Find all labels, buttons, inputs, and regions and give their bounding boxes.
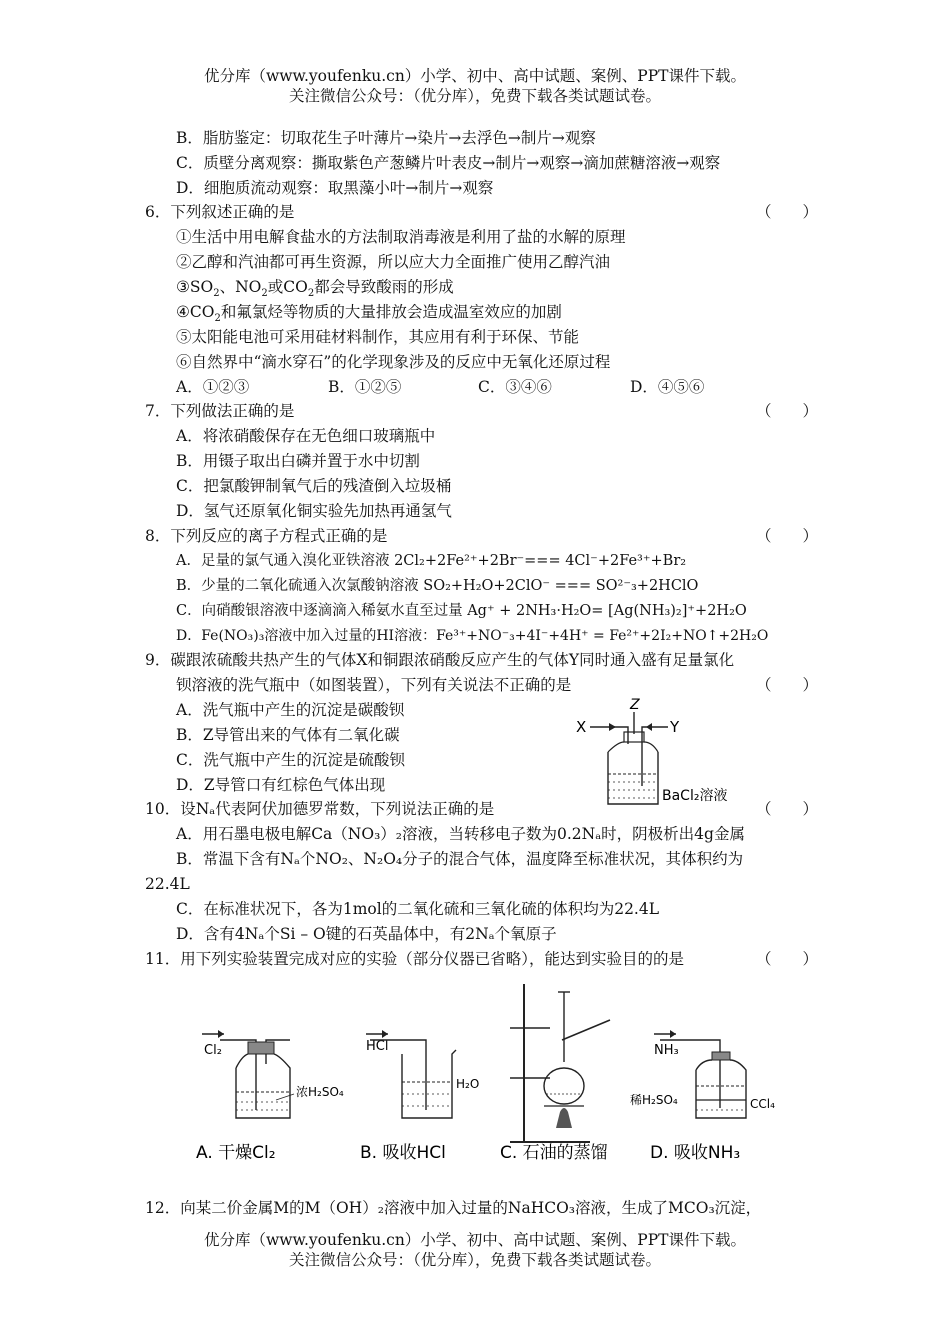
q7-option-d: D．氢气还原氧化铜实验先加热再通氢气 (176, 502, 452, 520)
q9-fig-label-x: X (576, 718, 587, 736)
q11-fig-a-gas: Cl₂ (204, 1043, 222, 1058)
footer-line-2: 关注微信公众号：（优分库），免费下载各类试题试卷。 (288, 1251, 661, 1269)
q11-fig-b-beaker (360, 1030, 479, 1163)
q7-answer-paren: （ ） (756, 402, 819, 420)
q11-fig-a-reagent: 浓H₂SO₄ (296, 1085, 344, 1099)
q6-statement-4: $④CO_2$和氟氯烃等物质的大量排放会造成温室效应的加剧 (176, 303, 562, 325)
q8-option-d: D．Fe(NO₃)₃溶液中加入过量的HI溶液：Fe³⁺+NO⁻₃+4I⁻+4H⁺ = Fe²⁺+2I₂+NO↑+2H₂O (176, 628, 769, 644)
q11-fig-d-reagent-2: CCl₄ (750, 1097, 775, 1111)
q8-answer-paren: （ ） (756, 527, 819, 545)
q11-fig-b-reagent: H₂O (456, 1077, 480, 1091)
q9-gas-washing-bottle-figure (572, 694, 732, 812)
q7-option-a: A．将浓硝酸保存在无色细口玻璃瓶中 (176, 427, 436, 445)
q9-option-a: A．洗气瓶中产生的沉淀是碳酸钡 (176, 701, 405, 719)
q9-fig-solution-label: BaCl₂溶液 (662, 788, 728, 804)
q9-stem-line-1: 9．碳跟浓硫酸共热产生的气体X和铜跟浓硝酸反应产生的气体Y同时通入盛有足量氯化 (145, 651, 735, 669)
q6-option-d: D．④⑤⑥ (630, 378, 705, 396)
q10-answer-paren: （ ） (756, 800, 819, 818)
q11-stem: 11．用下列实验装置完成对应的实验（部分仪器已省略），能达到实验目的的是 (145, 950, 684, 968)
q10-option-a: A．用石墨电极电解Ca（NO₃）₂溶液，当转移电子数为0.2Nₐ时，阴极析出4g金属 (176, 825, 745, 843)
q6-statement-6: ⑥自然界中“滴水穿石”的化学现象涉及的反应中无氧化还原过程 (176, 353, 611, 371)
q11-apparatus-figure (190, 982, 790, 1172)
q10-stem: 10．设Nₐ代表阿伏加德罗常数，下列说法正确的是 (145, 800, 495, 818)
q10-option-b-line-1: B．常温下含有Nₐ个NO₂、N₂O₄分子的混合气体，温度降至标准状况，其体积约为 (176, 850, 744, 868)
q9-option-d: D．Z导管口有红棕色气体出现 (176, 776, 386, 794)
q7-stem: 7．下列做法正确的是 (145, 402, 295, 420)
q10-option-b-line-2: 22.4L (145, 875, 190, 893)
q5-option-b: B．脂肪鉴定：切取花生子叶薄片→染片→去浮色→制片→观察 (176, 129, 596, 147)
q6-answer-paren: （ ） (756, 203, 819, 221)
q6-option-a: A．①②③ (176, 378, 250, 396)
q11-fig-a-drying-bottle (196, 1030, 344, 1163)
q8-option-c: C．向硝酸银溶液中逐滴滴入稀氨水直至过量 Ag⁺ + 2NH₃·H₂O= [Ag(NH₃)₂]⁺+2H₂O (176, 603, 747, 619)
q6-stem: 6．下列叙述正确的是 (145, 203, 295, 221)
q8-option-a: A．足量的氯气通入溴化亚铁溶液 2Cl₂+2Fe²⁺+2Br⁻=== 4Cl⁻+2Fe³⁺+Br₂ (176, 553, 687, 569)
q5-option-d: D．细胞质流动观察：取黑藻小叶→制片→观察 (176, 179, 494, 197)
header-line-1: 优分库（www.youfenku.cn）小学、初中、高中试题、案例、PPT课件下载。 (203, 67, 747, 85)
q10-option-d: D．含有4Nₐ个Si – O键的石英晶体中，有2Nₐ个氧原子 (176, 925, 557, 943)
q12-stem: 12．向某二价金属M的M（OH）₂溶液中加入过量的NaHCO₃溶液，生成了MCO₃沉淀， (145, 1199, 762, 1217)
q8-option-b: B．少量的二氧化硫通入次氯酸钠溶液 SO₂+H₂O+2ClO⁻ === SO²⁻₃+2HClO (176, 578, 699, 594)
q11-fig-d-caption: D. 吸收NH₃ (650, 1143, 741, 1163)
q8-stem: 8．下列反应的离子方程式正确的是 (145, 527, 388, 545)
q10-option-c: C．在标准状况下，各为1mol的二氧化硫和三氧化硫的体积均为22.4L (176, 900, 660, 918)
q11-fig-b-gas: HCl (366, 1039, 389, 1054)
q6-statement-5: ⑤太阳能电池可采用硅材料制作，其应用有利于环保、节能 (176, 328, 580, 346)
q9-fig-label-y: Y (670, 718, 680, 736)
q9-fig-label-z: Z (630, 697, 640, 713)
q11-fig-d-reagent-1: 稀H₂SO₄ (630, 1093, 678, 1107)
q11-fig-b-caption: B. 吸收HCl (360, 1143, 446, 1163)
q6-statement-1: ①生活中用电解食盐水的方法制取消毒液是利用了盐的水解的原理 (176, 228, 626, 246)
footer-line-1: 优分库（www.youfenku.cn）小学、初中、高中试题、案例、PPT课件下载。 (203, 1231, 747, 1249)
q7-option-c: C．把氯酸钾制氧气后的残渣倒入垃圾桶 (176, 477, 452, 495)
header-line-2: 关注微信公众号：（优分库），免费下载各类试题试卷。 (288, 87, 661, 105)
q6-statement-3: $③SO_2$、$NO_2$或$CO_2$都会导致酸雨的形成 (176, 278, 454, 300)
q11-fig-c-caption: C. 石油的蒸馏 (500, 1143, 608, 1163)
q11-fig-d-gas: NH₃ (654, 1043, 679, 1058)
q9-stem-line-2: 钡溶液的洗气瓶中（如图装置），下列有关说法不正确的是 (176, 676, 572, 694)
q11-fig-a-caption: A. 干燥Cl₂ (196, 1143, 276, 1163)
q7-option-b: B．用镊子取出白磷并置于水中切割 (176, 452, 420, 470)
q6-option-b: B．①②⑤ (328, 378, 402, 396)
q6-statement-2: ②乙醇和汽油都可再生资源，所以应大力全面推广使用乙醇汽油 (176, 253, 611, 271)
q9-option-c: C．洗气瓶中产生的沉淀是硫酸钡 (176, 751, 405, 769)
q6-option-c: C．③④⑥ (478, 378, 552, 396)
q11-fig-d-absorb-bottle (630, 1030, 775, 1163)
q5-option-c: C．质壁分离观察：撕取紫色产葱鳞片叶表皮→制片→观察→滴加蔗糖溶液→观察 (176, 154, 721, 172)
q9-answer-paren: （ ） (756, 676, 819, 694)
q11-fig-c-distillation (500, 984, 610, 1163)
q9-option-b: B．Z导管出来的气体有二氧化碳 (176, 726, 400, 744)
q11-answer-paren: （ ） (756, 950, 819, 968)
